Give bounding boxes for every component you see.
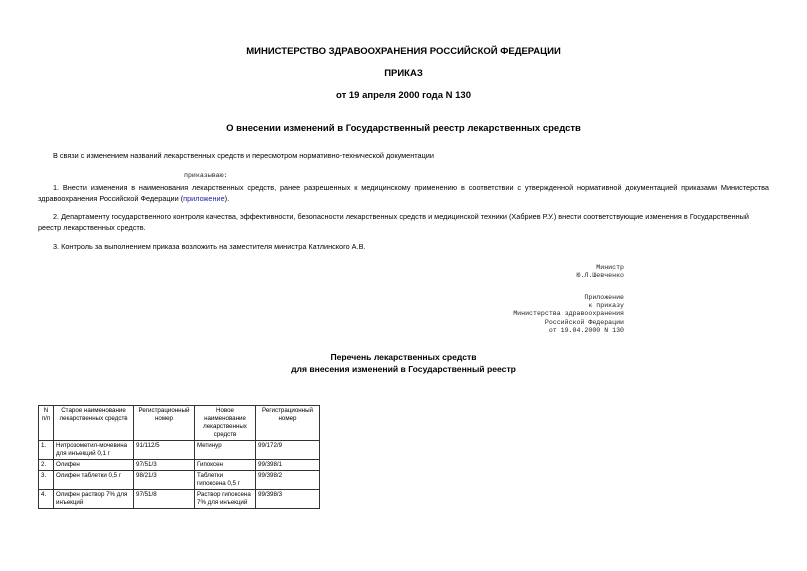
item-1 [38, 182, 769, 204]
new-name: Гипоксен [195, 460, 256, 471]
old-name: Олифен раствор 7% для инъекций [54, 490, 134, 509]
new-reg-number: 99/172/9 [256, 441, 320, 460]
row-number: 1. [39, 441, 54, 460]
header-new-name: Новое наименование лекарственных средств [195, 406, 256, 441]
signature-block [430, 264, 624, 280]
drug-registry-table [38, 405, 320, 509]
old-name: Олифен таблетки 0,5 г [54, 471, 134, 490]
document-type: ПРИКАЗ [384, 68, 423, 79]
new-name: Таблетки гипоксена 0,5 г [195, 471, 256, 490]
appendix-line-4: Российской Федерации [544, 318, 624, 326]
new-name: Метинур [195, 441, 256, 460]
signature-position: Министр [596, 264, 624, 271]
new-reg-number: 99/398/3 [256, 490, 320, 509]
appendix-line-5: от 19.04.2000 N 130 [548, 326, 624, 334]
new-name: Раствор гипоксена 7% для инъекций [195, 490, 256, 509]
header-new-reg-number: Регистрационный номер [256, 406, 320, 441]
table-row [39, 441, 320, 460]
row-number: 3. [39, 471, 54, 490]
appendix-link[interactable]: приложение [183, 194, 225, 203]
item-1-end: ). [224, 194, 230, 203]
order-word: приказываю: [184, 172, 228, 179]
item-1-text: 1. Внести изменения в наименования лекарственных средств, ранее разрешенных к медицинскому применению в соответствии с утвержденной нормативной документацией приказами Министерства здравоохранения Российской Федерации ( [38, 183, 769, 203]
row-number: 2. [39, 460, 54, 471]
header-old-name: Старое наименование лекарственных средств [54, 406, 134, 441]
new-reg-number: 99/398/1 [256, 460, 320, 471]
ministry-heading: МИНИСТЕРСТВО ЗДРАВООХРАНЕНИЯ РОССИЙСКОЙ ФЕДЕРАЦИИ [246, 46, 561, 57]
table-row [39, 471, 320, 490]
item-2: 2. Департаменту государственного контроля качества, эффективности, безопасности лекарственных средств и медицинской техники (Хабриев Р.У.) внести соответствующие изменения в Государственный реестр лекарственных средств. [38, 212, 749, 232]
appendix-reference [430, 294, 624, 335]
intro-paragraph: В связи с изменением названий лекарственных средств и пересмотром нормативно-технической документации [53, 151, 434, 160]
list-title-line-2: для внесения изменений в Государственный реестр [291, 364, 516, 374]
appendix-line-2: к приказу [588, 302, 624, 310]
table-row [39, 460, 320, 471]
signature-name: Ю.Л.Шевченко [576, 272, 624, 280]
new-reg-number: 99/398/2 [256, 471, 320, 490]
list-title [0, 351, 807, 375]
header-old-reg-number: Регистрационный номер [134, 406, 195, 441]
appendix-line-1: Приложение [584, 294, 624, 301]
list-title-line-1: Перечень лекарственных средств [330, 352, 477, 362]
old-reg-number: 97/51/8 [134, 490, 195, 509]
table-header-row [39, 406, 320, 441]
old-reg-number: 97/51/3 [134, 460, 195, 471]
old-reg-number: 91/112/5 [134, 441, 195, 460]
item-3: 3. Контроль за выполнением приказа возложить на заместителя министра Катлинского А.В. [53, 242, 366, 251]
old-name: Нитрозометил-мочевина для инъекций 0,1 г [54, 441, 134, 460]
table-row [39, 490, 320, 509]
appendix-line-3: Министерства здравоохранения [513, 310, 624, 318]
old-name: Олифен [54, 460, 134, 471]
old-reg-number: 98/21/3 [134, 471, 195, 490]
document-title: О внесении изменений в Государственный реестр лекарственных средств [226, 123, 581, 134]
header-number: N п/п [39, 406, 54, 441]
document-date-number: от 19 апреля 2000 года N 130 [336, 90, 471, 101]
row-number: 4. [39, 490, 54, 509]
